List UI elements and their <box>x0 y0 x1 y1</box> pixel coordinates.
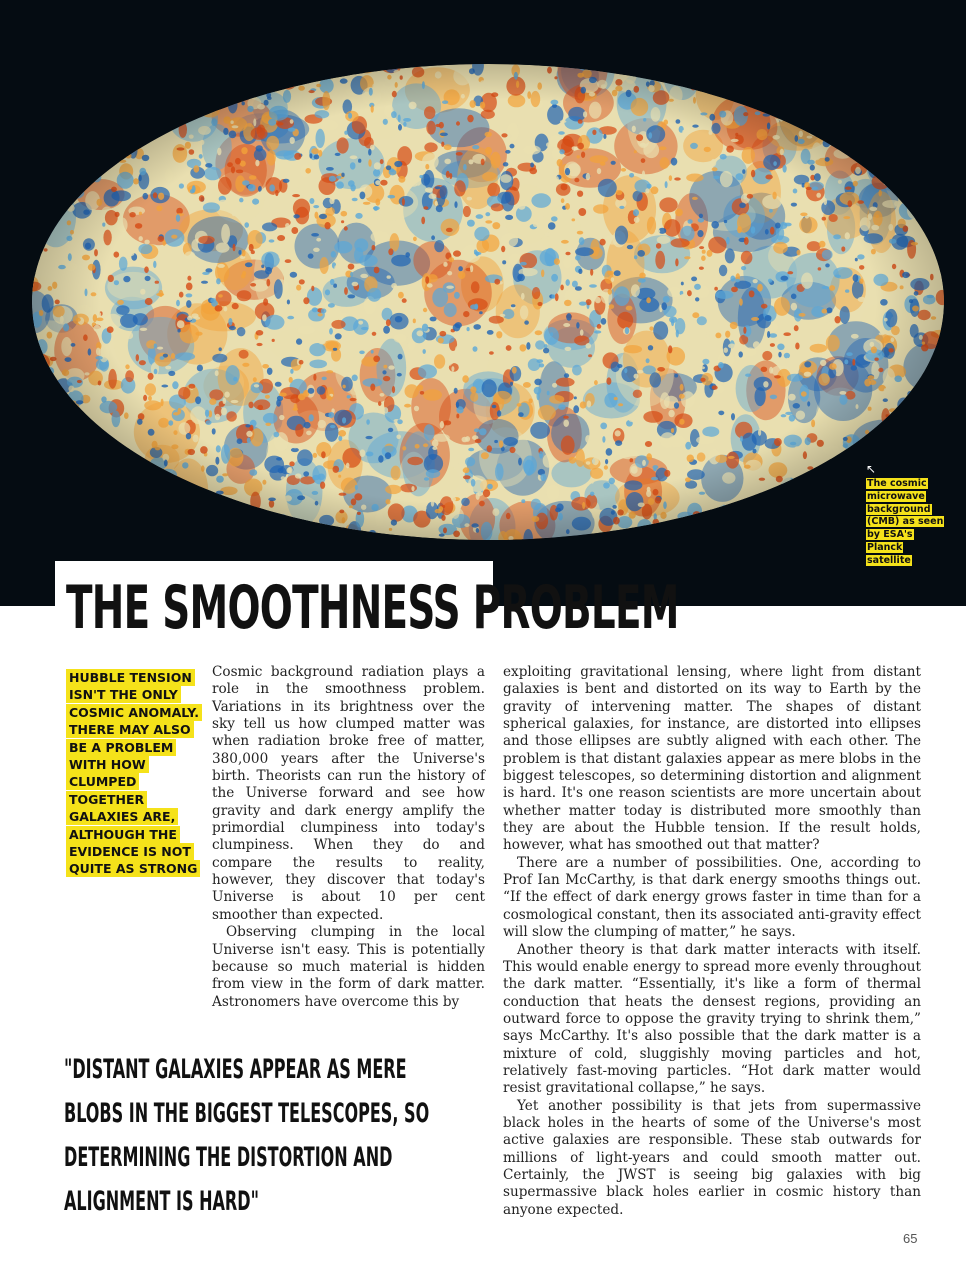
standfirst-text: HUBBLE TENSION ISN'T THE ONLY COSMIC ANOMALY. THERE MAY ALSO BE A PROBLEM WITH HOW CLUMPED TOGETHER GALAXIES ARE, ALTHOUGH THE EVIDENCE IS NOT QUITE AS STRONG <box>66 669 202 877</box>
figure-caption-text: The cosmic microwave background (CMB) as seen by ESA's Planck satellite <box>867 478 944 566</box>
article-title: THE SMOOTHNESS PROBLEM <box>66 573 679 643</box>
body-paragraph: Another theory is that dark matter interacts with itself. This would enable energy to spread more evenly throughout the dark matter. “Essentially, it's like a form of thermal conduction that heats the densest regions, providing an outward force to oppose the gravity trying to shrink them,” says McCarthy. It's also possible that the dark matter is a mixture of cold, sluggishly moving particles and hot, relatively fast-moving particles. “Hot dark matter would resist gravitational collapse,” he says. <box>503 941 921 1097</box>
cmb-map-image <box>0 0 966 606</box>
body-paragraph: There are a number of possibilities. One, according to Prof Ian McCarthy, is that dark energy smooths things out. “If the effect of dark energy grows faster in time than for a cosmological constant, then its associated anti-gravity effect will slow the clumping of matter,” he says. <box>503 854 921 941</box>
cmb-figure <box>0 0 966 606</box>
body-paragraph: exploiting gravitational lensing, where light from distant galaxies is bent and distorted on its way to Earth by the gravity of intervening matter. The shapes of distant spherical galaxies, for instance, are distorted into ellipses and those ellipses are subtly aligned with each other. The problem is that distant galaxies appear as mere blobs in the biggest telescopes, so determining distortion and alignment is hard. It's one reason scientists are more uncertain about whether matter today is distributed more smoothly than they are about the Hubble tension. If the result holds, however, what has smoothed out that matter? <box>503 664 921 854</box>
cmb-ellipse-limb <box>32 64 944 540</box>
body-paragraph: Cosmic background radiation plays a role in the smoothness problem. Variations in its brightness over the sky tell us how clumped matter was when radiation broke free of matter, 380,000 years after the Universe's birth. Theorists can run the history of the Universe forward and see how gravity and dark energy amplify the primordial clumpiness into today's clumpiness. When they do and compare the results to reality, however, they discover that today's Universe is about 10 per cent smoother than expected. <box>212 664 485 923</box>
figure-caption <box>866 478 946 568</box>
body-column-2 <box>503 664 921 1219</box>
body-paragraph: Observing clumping in the local Universe isn't easy. This is potentially because so much material is hidden from view in the form of dark matter. Astronomers have overcome this by <box>212 924 485 1010</box>
standfirst <box>66 669 206 878</box>
caption-arrow-icon: ↖ <box>866 462 877 476</box>
body-paragraph: Yet another possibility is that jets from supermassive black holes in the hearts of some of the Universe's most active galaxies are responsible. These stab outwards for millions of light-years and could smooth matter out. Certainly, the JWST is seeing big galaxies with big supermassive black holes earlier in cosmic history than anyone expected. <box>503 1097 921 1218</box>
pull-quote: "DISTANT GALAXIES APPEAR AS MERE BLOBS IN THE BIGGEST TELESCOPES, SO DETERMINING THE DISTORTION AND ALIGNMENT IS HARD" <box>64 1054 430 1217</box>
page-number: 65 <box>903 1231 918 1246</box>
body-column-1 <box>212 664 485 1011</box>
